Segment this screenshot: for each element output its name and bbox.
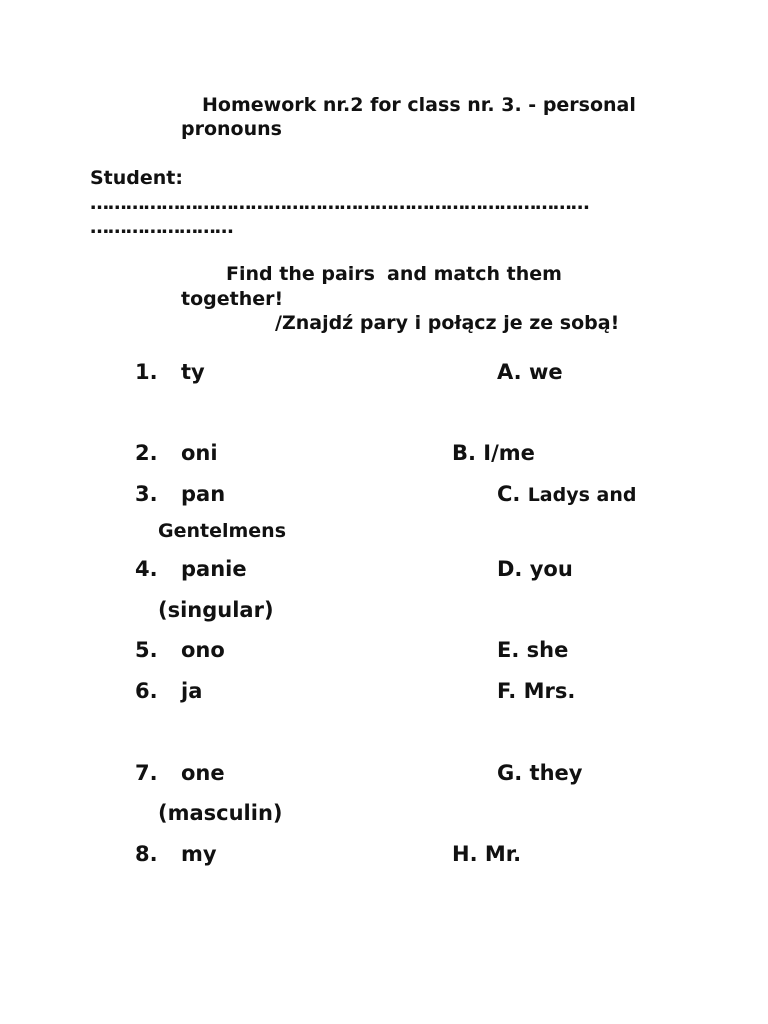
answer-letter: E. <box>497 638 520 662</box>
polish-pronoun: one <box>181 761 225 785</box>
answer-option <box>452 842 521 866</box>
polish-pronoun: ja <box>181 679 203 703</box>
polish-pronoun: pan <box>181 482 226 506</box>
item-number: 3. <box>135 482 158 506</box>
answer-option <box>452 441 535 465</box>
answer-option <box>497 761 582 785</box>
polish-pronoun: ono <box>181 638 225 662</box>
item-number: 1. <box>135 360 158 384</box>
item-number: 4. <box>135 557 158 581</box>
item-number: 8. <box>135 842 158 866</box>
answer-option <box>497 557 573 581</box>
item-number: 6. <box>135 679 158 703</box>
polish-pronoun: panie <box>181 557 247 581</box>
english-pronoun: Mrs. <box>523 679 576 703</box>
instruction-en-part2: and match them <box>387 263 562 285</box>
answer-letter: B. <box>452 441 476 465</box>
instruction-en-continued: together! <box>181 288 284 310</box>
student-name-dots: ………………………………………………………………………… <box>90 192 589 214</box>
page-title: Homework nr.2 for class nr. 3. - personal <box>202 94 636 116</box>
item-number: 2. <box>135 441 158 465</box>
answer-letter: C. <box>497 482 521 506</box>
answer-option <box>497 360 563 384</box>
answer-option <box>497 638 568 662</box>
english-pronoun: Mr. <box>484 842 522 866</box>
english-pronoun: they <box>529 761 583 785</box>
answer-letter: G. <box>497 761 523 785</box>
option-g-continued: (masculin) <box>158 801 283 825</box>
answer-option <box>497 679 575 703</box>
item-number: 5. <box>135 638 158 662</box>
instruction-pl: /Znajdź pary i połącz je ze sobą! <box>275 312 620 334</box>
english-pronoun: Ladys and <box>527 484 637 506</box>
answer-letter: A. <box>497 360 522 384</box>
page-title-continued: pronouns <box>181 118 282 140</box>
polish-pronoun: oni <box>181 441 218 465</box>
english-pronoun: she <box>526 638 569 662</box>
option-c-continued: Gentelmens <box>158 520 287 542</box>
answer-option <box>497 482 637 506</box>
student-label: Student: <box>90 167 183 189</box>
instruction-en-part1: Find the pairs <box>226 263 375 285</box>
polish-pronoun: my <box>181 842 217 866</box>
answer-letter: D. <box>497 557 523 581</box>
english-pronoun: I/me <box>483 441 535 465</box>
item-number: 7. <box>135 761 158 785</box>
answer-letter: H. <box>452 842 478 866</box>
student-name-dots-continued: …………………… <box>90 216 233 238</box>
polish-pronoun: ty <box>181 360 205 384</box>
answer-letter: F. <box>497 679 517 703</box>
english-pronoun: you <box>529 557 573 581</box>
english-pronoun: we <box>528 360 563 384</box>
option-d-continued: (singular) <box>158 598 274 622</box>
